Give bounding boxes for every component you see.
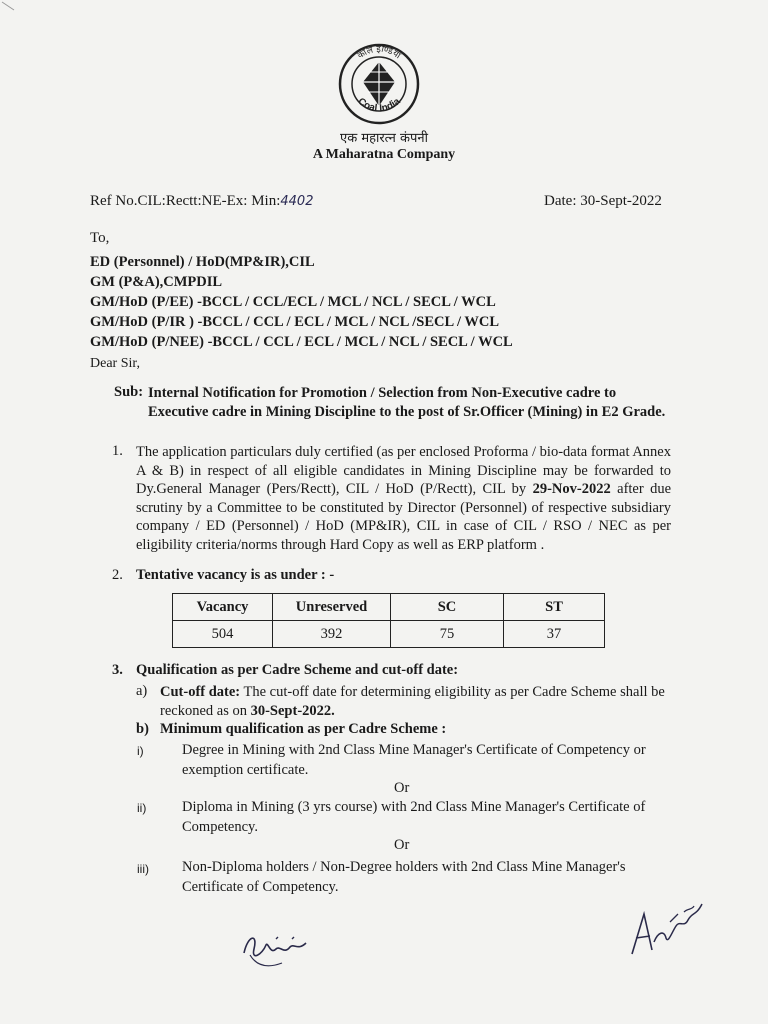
para3-number: 3.: [112, 662, 123, 678]
coal-india-logo: [337, 42, 421, 126]
option-text: Diploma in Mining (3 yrs course) with 2nd Class Mine Manager's Certificate of Competency.: [182, 799, 646, 835]
svg-text:कोल इण्डिया: कोल इण्डिया: [356, 44, 403, 62]
letter-date: Date: 30-Sept-2022: [544, 193, 662, 209]
cutoff-text: The cut-off date for determining eligibility as per Cadre Scheme shall be reckoned as on: [160, 684, 665, 719]
salutation: Dear Sir,: [90, 356, 140, 371]
subject-label: Sub:: [114, 384, 144, 400]
option-text: Degree in Mining with 2nd Class Mine Manager's Certificate of Competency or exemption certificate.: [182, 742, 646, 778]
subject-text: Internal Notification for Promotion / Selection from Non-Executive cadre to Executive cadre in Mining Discipline to the post of Sr.Officer (Mining) in E2 Grade.: [148, 385, 666, 420]
para2-heading: Tentative vacancy is as under : -: [136, 567, 335, 583]
svg-text:Coal India: Coal India: [355, 96, 403, 115]
addressee-line: GM/HoD (P/IR ) -BCCL / CCL / ECL / MCL / NCL /SECL / WCL: [90, 314, 500, 330]
addressee-block: [90, 252, 513, 352]
option-text: Non-Diploma holders / Non-Degree holders with 2nd Class Mine Manager's Certificate of Competency.: [182, 859, 626, 895]
para3-heading: Qualification as per Cadre Scheme and cut-off date:: [136, 662, 459, 678]
cutoff-label: Cut-off date:: [160, 684, 241, 700]
ref-handwritten-number: 4402: [280, 194, 314, 209]
table-row: [173, 621, 605, 648]
table-header-cell: ST: [504, 594, 605, 621]
addressee-line: GM (P&A),CMPDIL: [90, 274, 223, 290]
reference-number: [90, 193, 313, 210]
table-header-cell: Vacancy: [173, 594, 273, 621]
addressee-line: ED (Personnel) / HoD(MP&IR),CIL: [90, 254, 315, 270]
table-cell: 75: [391, 621, 504, 648]
cutoff-date: 30-Sept-2022.: [250, 703, 335, 719]
option-number: i): [137, 744, 144, 758]
company-tagline: A Maharatna Company: [312, 147, 456, 162]
addressee-line: GM/HoD (P/EE) -BCCL / CCL/ECL / MCL / NCL / SECL / WCL: [90, 294, 496, 310]
to-line: To,: [90, 230, 110, 246]
hindi-tagline: एक महारत्न कंपनी: [340, 131, 428, 146]
item-a-label: a): [136, 683, 148, 699]
table-header-cell: SC: [391, 594, 504, 621]
table-header-cell: Unreserved: [273, 594, 391, 621]
option-number: iii): [137, 862, 149, 876]
or-separator: Or: [394, 780, 410, 796]
para1-text: [136, 443, 671, 554]
item-b-text: Minimum qualification as per Cadre Scheme :: [160, 721, 447, 737]
table-header-row: [173, 594, 605, 621]
vacancy-table: [172, 593, 605, 648]
para1-part1: The application particulars duly certified (as per enclosed Proforma / bio-data format Annex A & B) in respect of all eligible candidates in Mining Discipline may be forwarded to Dy.General Manager (Pers/Rectt), CIL / HoD (P/Rectt), CIL by: [136, 444, 671, 497]
option-number: ii): [137, 801, 147, 815]
corner-fold-mark: [0, 0, 40, 30]
table-cell: 504: [173, 621, 273, 648]
para2-number: 2.: [112, 567, 123, 583]
addressee-line: GM/HoD (P/NEE) -BCCL / CCL / ECL / MCL / NCL / SECL / WCL: [90, 334, 513, 350]
ref-label: Ref No.CIL:Rectt:NE-Ex: Min:: [90, 193, 281, 209]
table-cell: 37: [504, 621, 605, 648]
para1-number: 1.: [112, 443, 123, 459]
item-b-label: b): [136, 721, 149, 737]
signature-right: [622, 892, 712, 967]
table-cell: 392: [273, 621, 391, 648]
para1-deadline: 29-Nov-2022: [532, 481, 611, 497]
para1-part2: after due scrutiny by a Committee to be constituted by Director (Personnel) of respective subsidiary company / ED (Personnel) / HoD (MP&IR), CIL in case of CIL / RSO / NEC as per eligibility criteria/norms through Hard Copy as well as ERP platform .: [136, 481, 672, 553]
item-a-text: [160, 683, 672, 721]
signature-left: [236, 925, 316, 975]
or-separator: Or: [394, 837, 410, 853]
